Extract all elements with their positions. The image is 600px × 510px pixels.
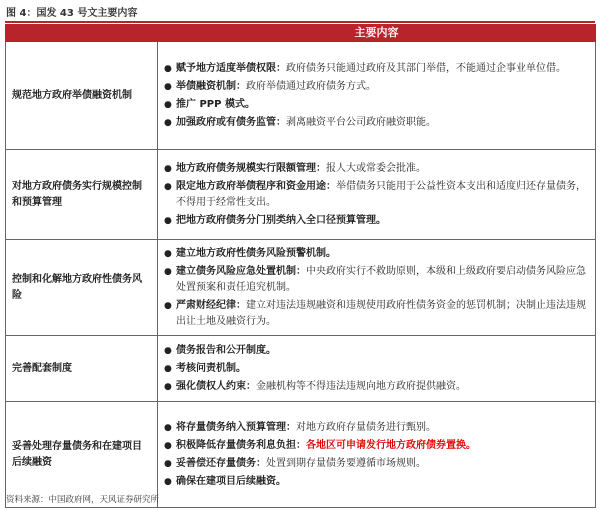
- item-heading: 赋予地方适度举债权限：: [176, 62, 286, 74]
- list-item: [162, 97, 589, 113]
- row-category: 完善配套制度: [6, 336, 158, 402]
- bullet-icon: ●: [164, 363, 172, 374]
- item-heading: 加强政府或有债务监管：: [176, 116, 286, 128]
- item-heading: 严肃财经纪律：: [176, 299, 246, 311]
- bullet-icon: ●: [164, 117, 172, 128]
- table-row: [6, 240, 596, 336]
- bullet-icon: ●: [164, 440, 172, 451]
- table-row: [6, 336, 596, 402]
- bullet-icon: ●: [164, 99, 172, 110]
- item-text: 建立对违法违规融资和违规使用政府性债务资金的惩罚机制；决制止违法违规出让土地及融资行为。: [176, 299, 586, 327]
- item-text: 举借债务只能用于公益性资本支出和适度归还存量债务，不得用于经常性支出。: [176, 180, 586, 208]
- row-category: 对地方政府债务实行规模控制和预算管理: [6, 150, 158, 240]
- bullet-icon: ●: [164, 163, 172, 174]
- item-highlight-text: 各地区可申请发行地方政府债券置换。: [306, 439, 476, 451]
- bullet-icon: ●: [164, 215, 172, 226]
- item-heading: 将存量债务纳入预算管理：: [176, 421, 296, 433]
- content-table: [5, 24, 596, 508]
- top-rule: [5, 21, 595, 23]
- list-item: [162, 213, 589, 229]
- item-heading: 限定地方政府举债程序和资金用途：: [176, 180, 336, 192]
- item-heading: 建立债务风险应急处置机制：: [176, 265, 306, 277]
- item-text: 剥离融资平台公司政府融资职能。: [286, 116, 436, 128]
- table-header: [6, 25, 596, 42]
- item-heading: 妥善偿还存量债务：: [176, 457, 266, 469]
- row-category: 控制和化解地方政府性债务风险: [6, 240, 158, 336]
- item-heading: 建立地方政府性债务风险预警机制。: [176, 247, 336, 259]
- list-item: [162, 361, 589, 377]
- list-item: [162, 456, 589, 472]
- bullet-icon: ●: [164, 381, 172, 392]
- bullet-icon: ●: [164, 81, 172, 92]
- item-heading: 强化债权人约束：: [176, 380, 256, 392]
- list-item: [162, 420, 589, 436]
- item-text: 金融机构等不得违法违规向地方政府提供融资。: [256, 380, 466, 392]
- item-text: 政府债务只能通过政府及其部门举借，不能通过企事业单位借。: [286, 62, 566, 74]
- item-heading: 举债融资机制：: [176, 80, 246, 92]
- header-main-content: 主要内容: [158, 25, 596, 42]
- row-items: [158, 150, 596, 240]
- item-text: 报人大或常委会批准。: [326, 162, 426, 174]
- bullet-icon: ●: [164, 476, 172, 487]
- table-row: [6, 42, 596, 150]
- list-item: [162, 115, 589, 131]
- bullet-icon: ●: [164, 266, 172, 277]
- bullet-icon: ●: [164, 345, 172, 356]
- item-text: 处置到期存量债务要遵循市场规则。: [266, 457, 426, 469]
- item-text: 政府举债通过政府债务方式。: [246, 80, 376, 92]
- list-item: [162, 246, 589, 262]
- item-heading: 把地方政府债务分门别类纳入全口径预算管理。: [176, 214, 386, 226]
- item-text: 对地方政府存量债务进行甄别。: [296, 421, 436, 433]
- source-note: 资料来源：中国政府网，天风证券研究所: [6, 495, 160, 505]
- item-heading: 确保在建项目后续融资。: [176, 475, 286, 487]
- list-item: [162, 161, 589, 177]
- bullet-icon: ●: [164, 300, 172, 311]
- list-item: [162, 474, 589, 490]
- list-item: [162, 438, 589, 454]
- bullet-icon: ●: [164, 458, 172, 469]
- item-heading: 地方政府债务规模实行限额管理：: [176, 162, 326, 174]
- item-heading: 积极降低存量债务利息负担：: [176, 439, 306, 451]
- list-item: [162, 379, 589, 395]
- list-item: [162, 61, 589, 77]
- table-row: [6, 150, 596, 240]
- item-heading: 债务报告和公开制度。: [176, 344, 276, 356]
- bullet-icon: ●: [164, 63, 172, 74]
- item-text: 中央政府实行不救助原则，本级和上级政府要启动债务风险应急处置预案和责任追究机制。: [176, 265, 586, 293]
- bullet-icon: ●: [164, 248, 172, 259]
- header-left: [6, 25, 158, 42]
- row-items: [158, 336, 596, 402]
- row-items: [158, 42, 596, 150]
- table-row: [6, 402, 596, 508]
- list-item: [162, 79, 589, 95]
- bullet-icon: ●: [164, 422, 172, 433]
- item-heading: 推广 PPP 模式。: [176, 98, 255, 110]
- bullet-icon: ●: [164, 181, 172, 192]
- row-items: [158, 402, 596, 508]
- list-item: [162, 179, 589, 211]
- list-item: [162, 264, 589, 296]
- list-item: [162, 343, 589, 359]
- row-category: 规范地方政府举债融资机制: [6, 42, 158, 150]
- figure-title: 图 4：国发 43 号文主要内容: [6, 8, 138, 19]
- row-items: [158, 240, 596, 336]
- item-heading: 考核问责机制。: [176, 362, 246, 374]
- list-item: [162, 298, 589, 330]
- row-category: 妥善处理存量债务和在建项目后续融资: [6, 402, 158, 508]
